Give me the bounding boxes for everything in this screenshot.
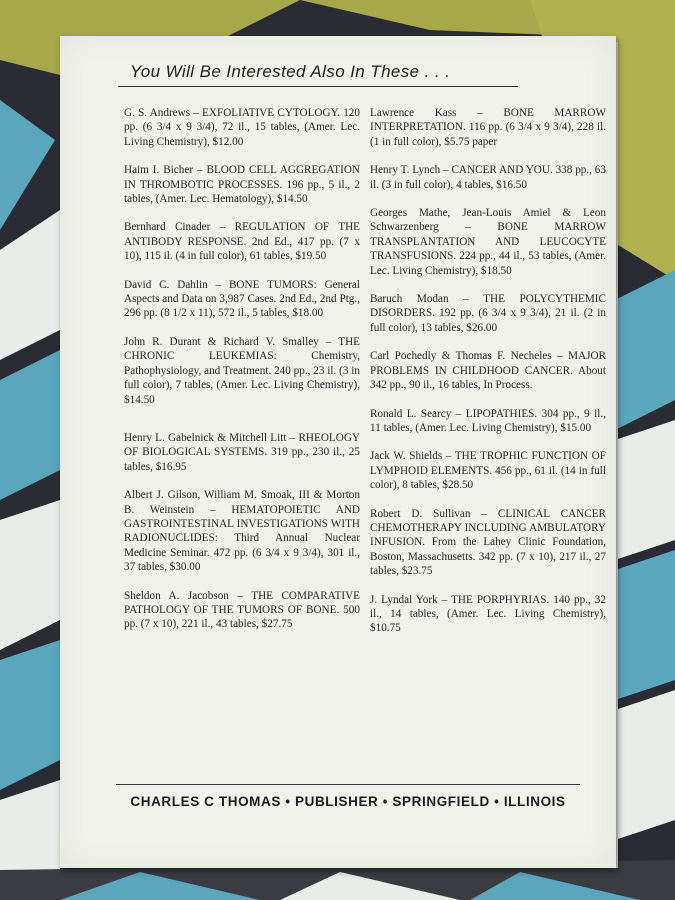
book-listing: Henry T. Lynch – CANCER AND YOU. 338 pp., 63 il. (3 in full color), 4 tables, $16.50 <box>370 164 606 191</box>
book-listing: Baruch Modan – THE POLYCYTHEMIC DISORDERS. 192 pp. (6 3/4 x 9 3/4), 21 il. (2 in full color), 13 tables, $26.00 <box>370 293 606 334</box>
book-listing: John R. Durant & Richard V. Smalley – THE CHRONIC LEUKEMIAS: Chemistry, Pathophysiology, and Treatment. 240 pp., 23 il. (3 in full color), 7 tables, (Amer. Lec. Living Chemistry), $14.50 <box>124 335 360 406</box>
book-listing: Ronald L. Searcy – LIPOPATHIES. 304 pp., 9 il., 11 tables, (Amer. Lec. Living Chemistry), $15.00 <box>370 407 606 434</box>
book-listing: Albert J. Gilson, William M. Smoak, III & Morton B. Weinstein – HEMATOPOIETIC AND GASTROINTESTINAL INVESTIGATIONS WITH RADIONUCLIDES: Third Annual Nuclear Medicine Seminar. 472 pp. (6 3/4 x 9 3/4), 301 il., 37 tables, $30.00 <box>124 489 360 574</box>
book-listing: Sheldon A. Jacobson – THE COMPARATIVE PATHOLOGY OF THE TUMORS OF BONE. 500 pp. (7 x 10), 221 il., 43 tables, $27.75 <box>124 589 360 631</box>
book-listing: J. Lyndal York – THE PORPHYRIAS. 140 pp., 32 il., 14 tables, (Amer. Lec. Living Chemistry), $10.75 <box>370 593 606 635</box>
book-listing: Jack W. Shields – THE TROPHIC FUNCTION OF LYMPHOID ELEMENTS. 456 pp., 61 il. (14 in full color), 8 tables, $28.50 <box>370 450 606 492</box>
cover-heading: You Will Be Interested Also In These . . . <box>130 62 451 81</box>
bottom-rule <box>116 784 580 785</box>
book-listing: Lawrence Kass – BONE MARROW INTERPRETATION. 116 pp. (6 3/4 x 9 3/4), 228 il. (1 in full color), $5.75 paper <box>370 107 606 148</box>
book-listing: Georges Mathe, Jean-Louis Amiel & Leon Schwarzenberg – BONE MARROW TRANSPLANTATION AND LEUCOCYTE TRANSFUSIONS. 224 pp., 44 il., 53 tables, (Amer. Lec. Living Chemistry), $18.50 <box>370 207 606 277</box>
right-column <box>370 106 606 650</box>
book-listing: Carl Pochedly & Thomas F. Necheles – MAJOR PROBLEMS IN CHILDHOOD CANCER. About 342 pp., 90 il., 16 tables, In Process. <box>370 350 606 392</box>
book-listing: David C. Dahlin – BONE TUMORS: General Aspects and Data on 3,987 Cases. 2nd Ed., 2nd Ptg., 296 pp. (8 1/2 x 11), 572 il., 5 tables, $18.00 <box>124 278 360 320</box>
book-listing: Robert D. Sullivan – CLINICAL CANCER CHEMOTHERAPY INCLUDING AMBULATORY INFUSION. From the Lahey Clinic Foundation, Boston, Massachusetts. 342 pp. (7 x 10), 217 il., 27 tables, $23.75 <box>370 507 606 578</box>
book-listing: Henry L. Gabelnick & Mitchell Litt – RHEOLOGY OF BIOLOGICAL SYSTEMS. 319 pp., 230 il., 25 tables, $16.95 <box>124 431 360 473</box>
heading-rule <box>118 86 518 87</box>
book-listing: G. S. Andrews – EXFOLIATIVE CYTOLOGY. 120 pp. (6 3/4 x 9 3/4), 72 il., 15 tables, (Amer. Lec. Living Chemistry), $12.00 <box>124 107 360 148</box>
book-listing: Bernhard Cinader – REGULATION OF THE ANTIBODY RESPONSE. 2nd Ed., 417 pp. (7 x 10), 115 il. (4 in full color), 61 tables, $19.50 <box>124 221 360 263</box>
book-listing: Haim I. Bicher – BLOOD CELL AGGREGATION IN THROMBOTIC PROCESSES. 196 pp., 5 il., 2 tables, (Amer. Lec. Hematology), $14.50 <box>124 164 360 206</box>
left-column <box>124 106 360 646</box>
publisher-line: CHARLES C THOMAS • PUBLISHER • SPRINGFIELD • ILLINOIS <box>130 794 566 809</box>
